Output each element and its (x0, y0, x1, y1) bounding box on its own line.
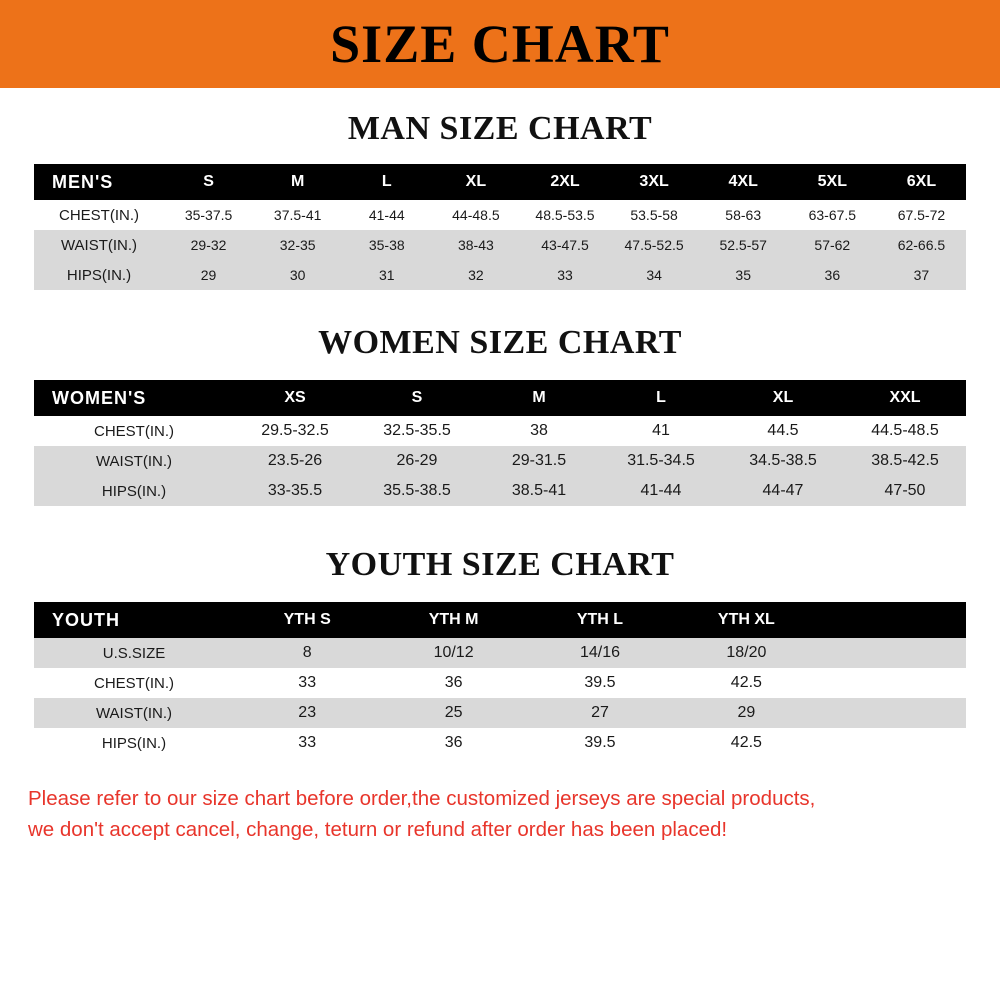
page-title: SIZE CHART (330, 14, 670, 74)
youth-cell: 36 (380, 668, 526, 698)
youth-size-table (34, 602, 966, 758)
youth-header-cell: YTH M (380, 602, 526, 638)
table-row (34, 698, 966, 728)
policy-note-line-1: Please refer to our size chart before order,the customized jerseys are special products, (28, 787, 816, 810)
table-row (34, 230, 966, 260)
man-cell: 29-32 (164, 230, 253, 260)
man-header-cell: M (253, 164, 342, 200)
man-cell: 47.5-52.5 (610, 230, 699, 260)
youth-header-cell: YTH S (234, 602, 380, 638)
women-row-label: CHEST(IN.) (34, 416, 234, 446)
women-cell: 41-44 (600, 476, 722, 506)
man-cell: 58-63 (699, 200, 788, 230)
women-table-wrap (0, 380, 1000, 506)
women-cell: 33-35.5 (234, 476, 356, 506)
man-section-title: MAN SIZE CHART (347, 110, 653, 147)
table-row (34, 260, 966, 290)
youth-cell: 27 (527, 698, 673, 728)
man-cell: 41-44 (342, 200, 431, 230)
table-row (34, 476, 966, 506)
man-cell: 35 (699, 260, 788, 290)
women-cell: 29.5-32.5 (234, 416, 356, 446)
header-banner (0, 0, 1000, 88)
youth-cell (820, 698, 966, 728)
man-cell: 63-67.5 (788, 200, 877, 230)
women-cell: 41 (600, 416, 722, 446)
youth-cell: 39.5 (527, 668, 673, 698)
youth-cell (820, 668, 966, 698)
women-row-label: WAIST(IN.) (34, 446, 234, 476)
youth-header-label: YOUTH (34, 602, 234, 638)
women-cell: 23.5-26 (234, 446, 356, 476)
women-cell: 35.5-38.5 (356, 476, 478, 506)
women-header-cell: XL (722, 380, 844, 416)
women-size-table (34, 380, 966, 506)
youth-row-label: HIPS(IN.) (34, 728, 234, 758)
youth-row-label: U.S.SIZE (34, 638, 234, 668)
women-cell: 34.5-38.5 (722, 446, 844, 476)
youth-cell: 10/12 (380, 638, 526, 668)
table-header-row (34, 602, 966, 638)
man-cell: 44-48.5 (431, 200, 520, 230)
policy-note (0, 784, 1000, 846)
youth-header-cell: YTH XL (673, 602, 819, 638)
man-header-cell: 5XL (788, 164, 877, 200)
man-cell: 57-62 (788, 230, 877, 260)
women-row-label: HIPS(IN.) (34, 476, 234, 506)
women-header-cell: S (356, 380, 478, 416)
man-cell: 32 (431, 260, 520, 290)
youth-table-wrap (0, 602, 1000, 758)
women-cell: 32.5-35.5 (356, 416, 478, 446)
man-row-label: CHEST(IN.) (34, 200, 164, 230)
man-header-label: MEN'S (34, 164, 164, 200)
man-header-cell: L (342, 164, 431, 200)
women-section-title: WOMEN SIZE CHART (318, 324, 682, 361)
man-cell: 62-66.5 (877, 230, 966, 260)
youth-header-cell: YTH L (527, 602, 673, 638)
man-size-table (34, 164, 966, 290)
table-row (34, 668, 966, 698)
youth-cell: 42.5 (673, 668, 819, 698)
man-cell: 30 (253, 260, 342, 290)
man-cell: 34 (610, 260, 699, 290)
man-cell: 35-37.5 (164, 200, 253, 230)
man-cell: 36 (788, 260, 877, 290)
man-cell: 48.5-53.5 (520, 200, 609, 230)
youth-cell: 39.5 (527, 728, 673, 758)
youth-cell (820, 638, 966, 668)
women-cell: 26-29 (356, 446, 478, 476)
table-header-row (34, 380, 966, 416)
man-cell: 52.5-57 (699, 230, 788, 260)
youth-cell: 29 (673, 698, 819, 728)
man-header-cell: 2XL (520, 164, 609, 200)
man-table-wrap (0, 164, 1000, 290)
table-row (34, 728, 966, 758)
man-header-cell: 4XL (699, 164, 788, 200)
youth-row-label: CHEST(IN.) (34, 668, 234, 698)
man-cell: 38-43 (431, 230, 520, 260)
women-cell: 44.5 (722, 416, 844, 446)
youth-cell: 18/20 (673, 638, 819, 668)
women-cell: 44.5-48.5 (844, 416, 966, 446)
table-row (34, 200, 966, 230)
man-header-cell: S (164, 164, 253, 200)
man-cell: 35-38 (342, 230, 431, 260)
man-row-label: HIPS(IN.) (34, 260, 164, 290)
youth-cell: 36 (380, 728, 526, 758)
women-cell: 38 (478, 416, 600, 446)
man-cell: 53.5-58 (610, 200, 699, 230)
women-cell: 38.5-42.5 (844, 446, 966, 476)
man-cell: 32-35 (253, 230, 342, 260)
youth-cell: 14/16 (527, 638, 673, 668)
youth-cell: 33 (234, 728, 380, 758)
women-cell: 31.5-34.5 (600, 446, 722, 476)
youth-cell: 42.5 (673, 728, 819, 758)
women-cell: 38.5-41 (478, 476, 600, 506)
man-cell: 37 (877, 260, 966, 290)
man-cell: 67.5-72 (877, 200, 966, 230)
table-row (34, 446, 966, 476)
women-header-cell: L (600, 380, 722, 416)
youth-header-cell (820, 602, 966, 638)
man-header-cell: XL (431, 164, 520, 200)
man-cell: 43-47.5 (520, 230, 609, 260)
table-row (34, 638, 966, 668)
table-header-row (34, 164, 966, 200)
man-cell: 31 (342, 260, 431, 290)
women-cell: 47-50 (844, 476, 966, 506)
women-header-cell: M (478, 380, 600, 416)
youth-cell: 33 (234, 668, 380, 698)
youth-cell: 23 (234, 698, 380, 728)
women-header-cell: XXL (844, 380, 966, 416)
women-header-label: WOMEN'S (34, 380, 234, 416)
policy-note-line-2: we don't accept cancel, change, teturn or refund after order has been placed! (28, 817, 728, 841)
youth-row-label: WAIST(IN.) (34, 698, 234, 728)
women-cell: 29-31.5 (478, 446, 600, 476)
women-header-cell: XS (234, 380, 356, 416)
youth-section-title: YOUTH SIZE CHART (325, 546, 675, 583)
table-row (34, 416, 966, 446)
man-row-label: WAIST(IN.) (34, 230, 164, 260)
women-cell: 44-47 (722, 476, 844, 506)
youth-cell (820, 728, 966, 758)
youth-cell: 25 (380, 698, 526, 728)
man-cell: 37.5-41 (253, 200, 342, 230)
youth-cell: 8 (234, 638, 380, 668)
man-cell: 29 (164, 260, 253, 290)
man-cell: 33 (520, 260, 609, 290)
man-header-cell: 6XL (877, 164, 966, 200)
man-header-cell: 3XL (610, 164, 699, 200)
